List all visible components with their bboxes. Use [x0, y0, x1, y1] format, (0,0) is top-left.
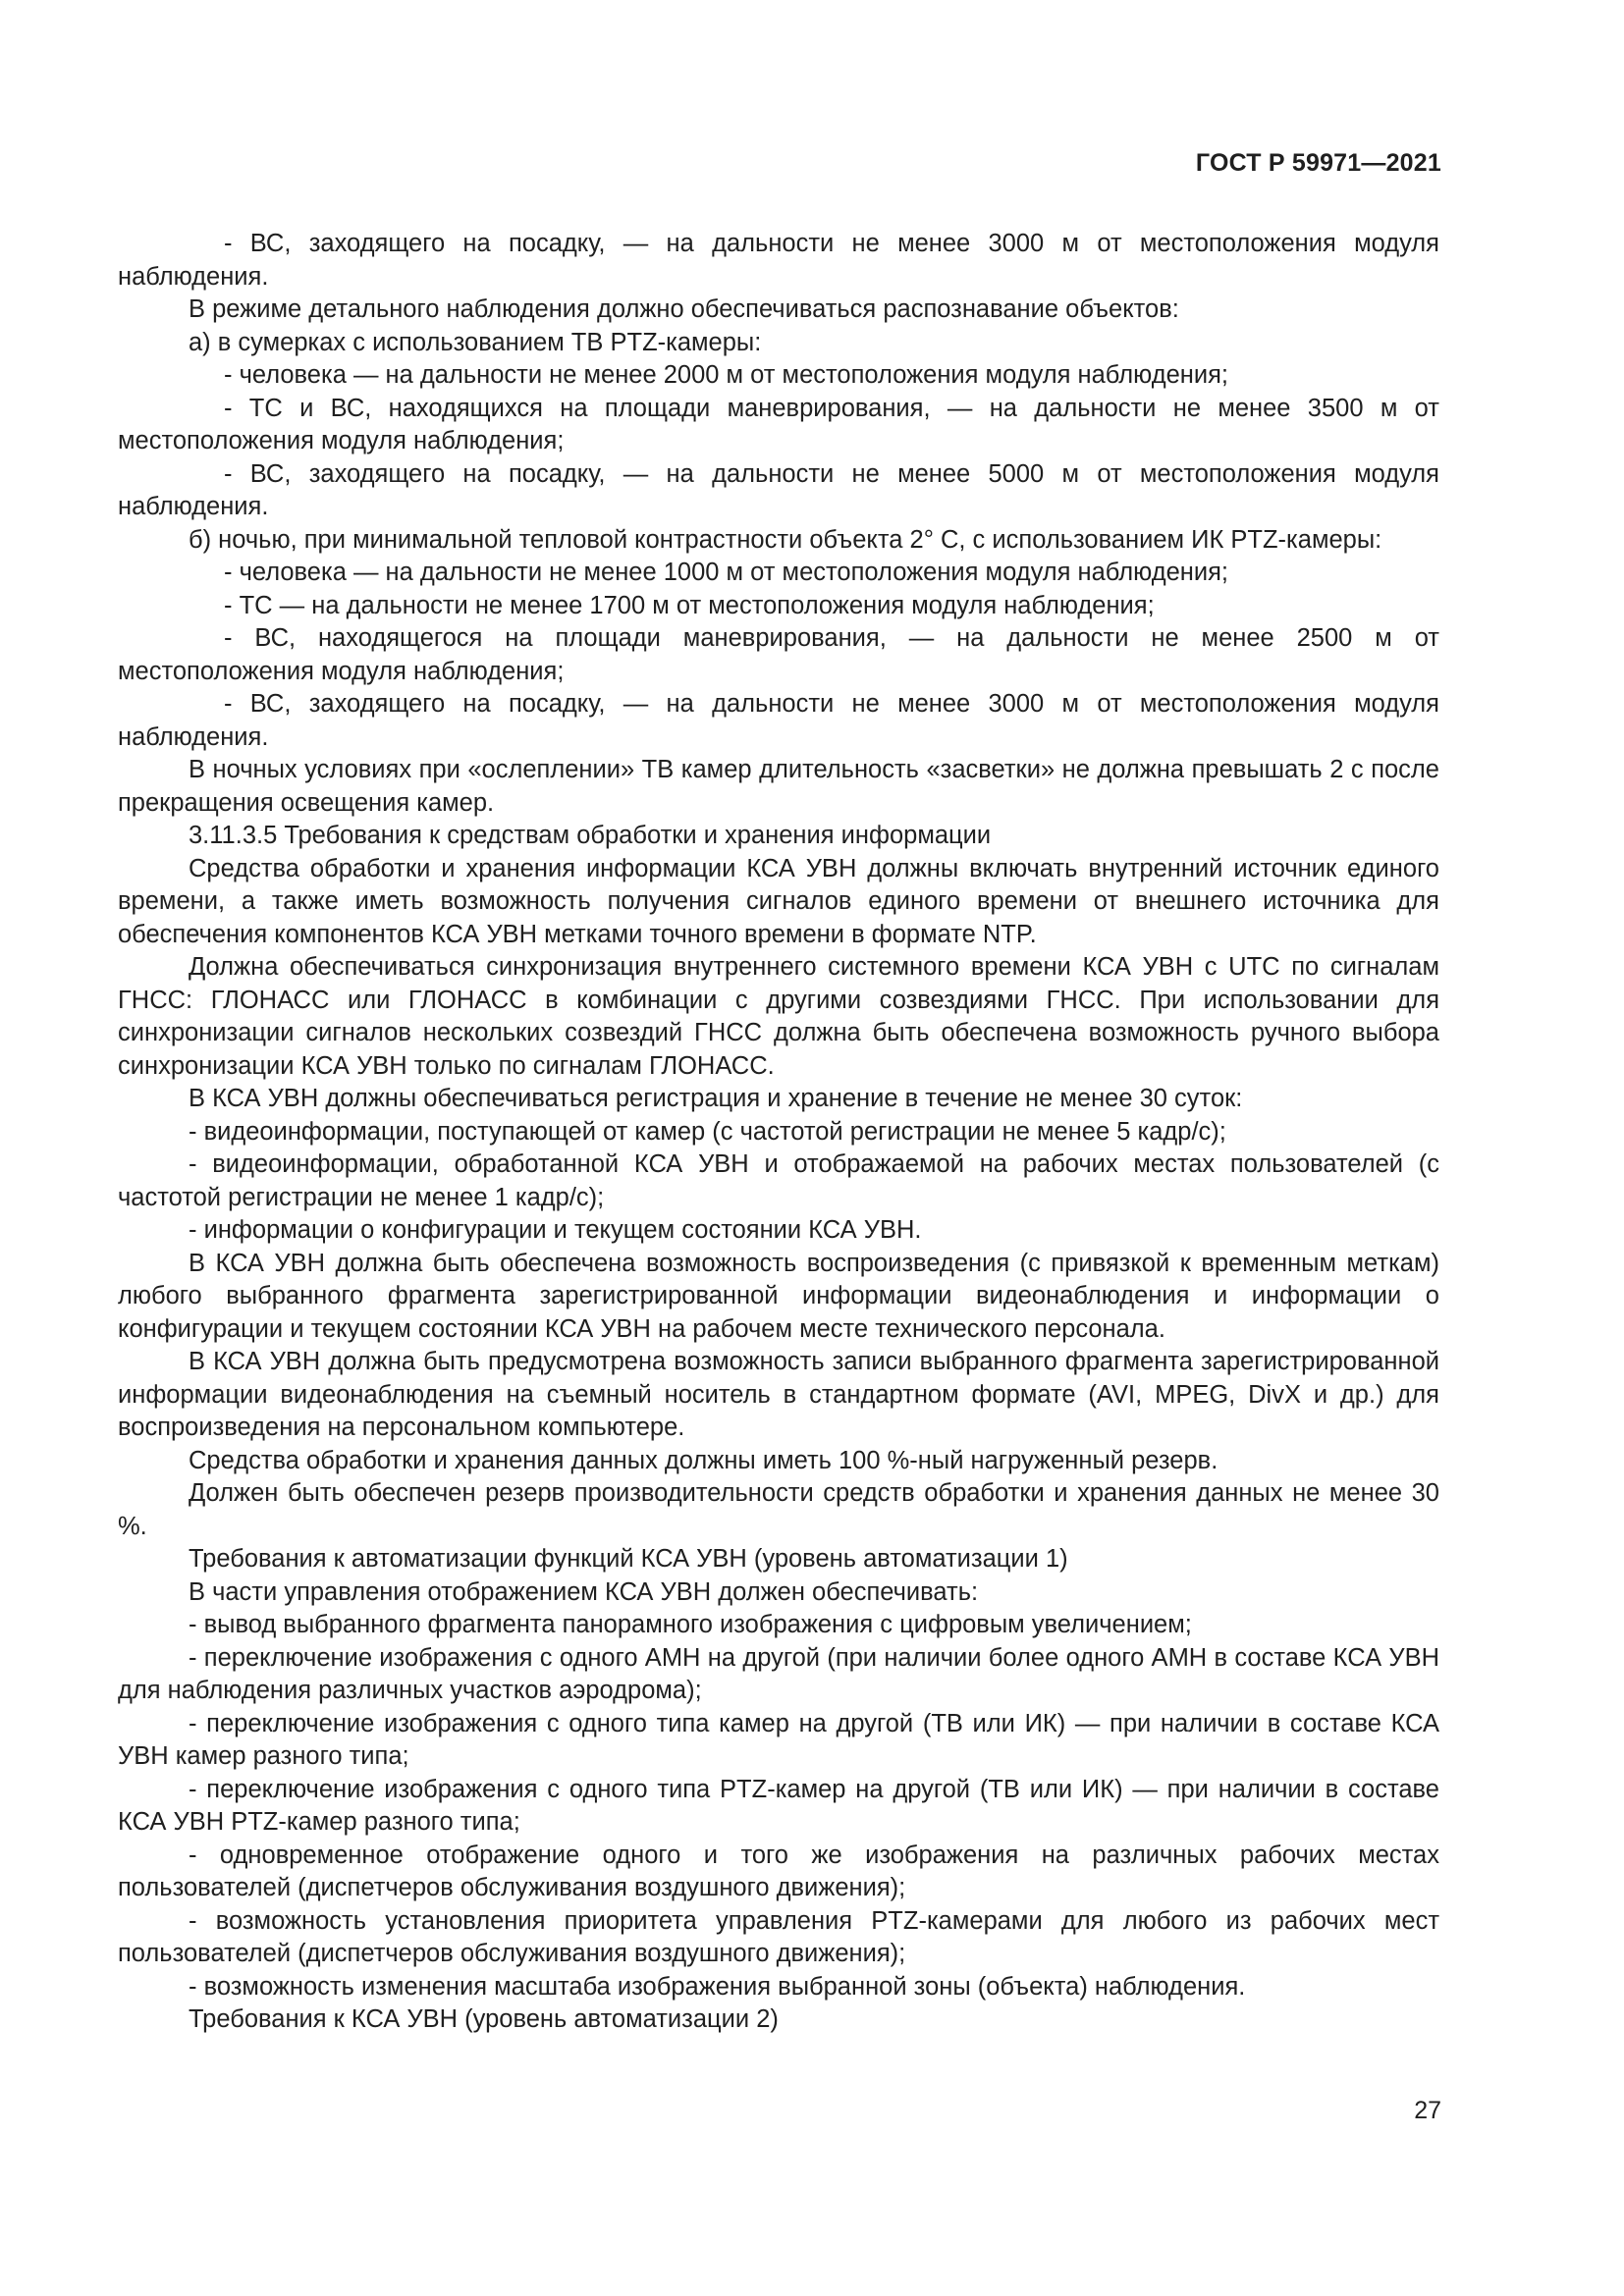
paragraph: б) ночью, при минимальной тепловой контрастности объекта 2° С, с использованием ИК PTZ-камеры: — [189, 525, 1382, 554]
paragraph: - ТС и ВС, находящихся на площади маневрирования, — на дальности не менее 3500 м от местоположения модуля наблюдения; — [118, 394, 1439, 454]
paragraph: - ВС, находящегося на площади маневрирования, — на дальности не менее 2500 м от местоположения модуля наблюдения; — [118, 624, 1439, 685]
paragraph: - переключение изображения с одного типа PTZ-камер на другой (ТВ или ИК) — при наличии в составе КСА УВН PTZ-камер разного типа; — [118, 1775, 1439, 1836]
paragraph: - вывод выбранного фрагмента панорамного изображения с цифровым увеличением; — [189, 1611, 1192, 1638]
paragraph: Требования к автоматизации функций КСА УВН (уровень автоматизации 1) — [189, 1545, 1068, 1573]
paragraph: - ВС, заходящего на посадку, — на дальности не менее 3000 м от местоположения модуля наблюдения. — [118, 690, 1439, 751]
paragraph: - возможность установления приоритета управления PTZ-камерами для любого из рабочих мест пользователей (диспетчеров обслуживания воздушного движения); — [118, 1906, 1439, 1967]
paragraph: - переключение изображения с одного типа камер на другой (ТВ или ИК) — при наличии в составе КСА УВН камер разного типа; — [118, 1709, 1439, 1770]
paragraph: - ВС, заходящего на посадку, — на дальности не менее 3000 м от местоположения модуля наблюдения. — [118, 230, 1439, 291]
paragraph: - возможность изменения масштаба изображения выбранной зоны (объекта) наблюдения. — [189, 1972, 1246, 2001]
paragraph: - человека — на дальности не менее 1000 м от местоположения модуля наблюдения; — [224, 559, 1228, 586]
paragraph: а) в сумерках с использованием ТВ PTZ-камеры: — [189, 328, 762, 356]
paragraph: - одновременное отображение одного и того же изображения на различных рабочих местах пользователей (диспетчеров обслуживания воздушного движения); — [118, 1841, 1439, 1901]
paragraph: В ночных условиях при «ослеплении» ТВ камер длительность «засветки» не должна превышать 2 с после прекращения освещения камер. — [118, 756, 1439, 817]
paragraph: Средства обработки и хранения данных должны иметь 100 %-ный нагруженный резерв. — [189, 1446, 1218, 1474]
paragraph: - видеоинформации, обработанной КСА УВН и отображаемой на рабочих местах пользователей (с частотой регистрации не менее 1 кадр/с); — [118, 1150, 1439, 1211]
paragraph: Средства обработки и хранения информации КСА УВН должны включать внутренний источник единого времени, а также иметь возможность получения сигналов единого времени от внешнего источника для обеспечения компонентов КСА УВН метками точного времени в формате NTP. — [118, 854, 1439, 948]
paragraph: - переключение изображения с одного АМН на другой (при наличии более одного АМН в составе КСА УВН для наблюдения различных участков аэродрома); — [118, 1643, 1439, 1704]
paragraph: - человека — на дальности не менее 2000 м от местоположения модуля наблюдения; — [224, 361, 1228, 389]
paragraph: Требования к КСА УВН (уровень автоматизации 2) — [189, 2005, 779, 2033]
paragraph: В КСА УВН должна быть обеспечена возможность воспроизведения (с привязкой к временным меткам) любого выбранного фрагмента зарегистрированной информации видеонаблюдения и информации о конфигурации и текущем состоянии КСА УВН на рабочем месте технического персонала. — [118, 1249, 1439, 1343]
paragraph: - информации о конфигурации и текущем состоянии КСА УВН. — [189, 1216, 922, 1244]
paragraph: В режиме детального наблюдения должно обеспечиваться распознавание объектов: — [189, 295, 1179, 323]
paragraph: - ВС, заходящего на посадку, — на дальности не менее 5000 м от местоположения модуля наблюдения. — [118, 459, 1439, 520]
paragraph: - видеоинформации, поступающей от камер (с частотой регистрации не менее 5 кадр/с); — [189, 1117, 1226, 1146]
document-body — [118, 228, 1439, 2037]
paragraph: В КСА УВН должны обеспечиваться регистрация и хранение в течение не менее 30 суток: — [189, 1085, 1243, 1112]
paragraph: Должен быть обеспечен резерв производительности средств обработки и хранения данных не менее 30 %. — [118, 1479, 1439, 1540]
paragraph: Должна обеспечиваться синхронизация внутреннего системного времени КСА УВН с UTC по сигналам ГНСС: ГЛОНАСС или ГЛОНАСС в комбинации с другими созвездиями ГНСС. При использовании для синхронизации сигналов нескольких созвездий ГНСС должна быть обеспечена возможность ручного выбора синхронизации КСА УВН только по сигналам ГЛОНАСС. — [118, 953, 1439, 1080]
paragraph: - ТС — на дальности не менее 1700 м от местоположения модуля наблюдения; — [224, 591, 1155, 619]
paragraph: В части управления отображением КСА УВН должен обеспечивать: — [189, 1577, 979, 1606]
document-standard-header: ГОСТ Р 59971—2021 — [1195, 149, 1441, 177]
paragraph: В КСА УВН должна быть предусмотрена возможность записи выбранного фрагмента зарегистрированной информации видеонаблюдения на съемный носитель в стандартном формате (AVI, MPEG, DivX и др.) для воспроизведения на персональном компьютере. — [118, 1348, 1439, 1441]
paragraph: 3.11.3.5 Требования к средствам обработки и хранения информации — [189, 822, 992, 849]
page-number: 27 — [1414, 2097, 1441, 2124]
